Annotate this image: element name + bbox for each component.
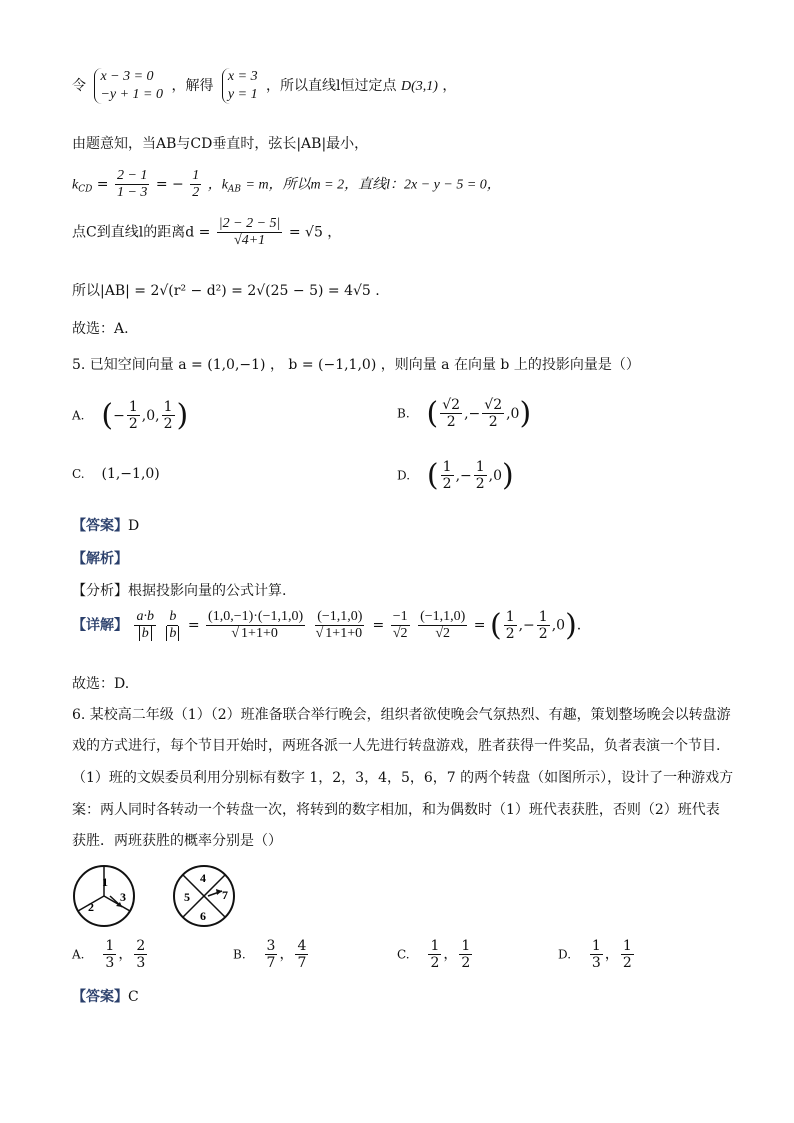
fraction: $\frac{(-1,1,0)}{√2}$ bbox=[420, 609, 466, 641]
q5-stem: 5. 已知空间向量 a = (1,0,−1) ， b = (−1,1,0) ，则向量 a 在向量 b 上的投影向量是（） bbox=[72, 357, 640, 373]
subscript: CD bbox=[78, 184, 93, 195]
q6-para-5: 获胜．两班获胜的概率分别是（） bbox=[72, 833, 282, 849]
equation: x − 3 = 0 bbox=[100, 69, 154, 84]
text: = √5 ， bbox=[288, 224, 342, 241]
text: ，所以直线l恒过定点 bbox=[266, 78, 397, 94]
solution-line-1 bbox=[72, 68, 456, 104]
equation-system-1 bbox=[94, 68, 163, 104]
fraction: $\frac{(-1,1,0)}{√ 1+1+0}$ bbox=[315, 609, 363, 641]
spinner-1-number: 2 bbox=[88, 900, 94, 914]
vector: − $\frac{1}{2}$ ,0, $\frac{1}{2}$ bbox=[113, 399, 173, 432]
denominator: 2 bbox=[192, 185, 200, 200]
numerator: 1 bbox=[105, 938, 115, 954]
slope-symbol: ，k bbox=[207, 177, 228, 193]
text: ， bbox=[442, 78, 457, 94]
numerator: 1 bbox=[622, 938, 632, 954]
spinner-2-number: 6 bbox=[200, 909, 206, 923]
denominator: 7 bbox=[297, 955, 307, 971]
equation: x = 3 bbox=[227, 69, 258, 84]
answer-tag: 【答案】 bbox=[72, 518, 128, 534]
fraction bbox=[115, 168, 149, 201]
denominator: 2 bbox=[430, 955, 440, 971]
option-letter: C. bbox=[72, 467, 85, 481]
fraction: $\frac{-1}{√2}$ bbox=[392, 609, 408, 641]
denominator: √4+1 bbox=[234, 233, 266, 248]
option-letter: A. bbox=[72, 408, 85, 423]
slope-symbol: k bbox=[72, 177, 79, 193]
option-letter: B. bbox=[233, 947, 246, 962]
fraction: $\frac{a\cdot b}{b}$ bbox=[136, 609, 154, 641]
analysis-tag: 【解析】 bbox=[72, 551, 128, 567]
fixed-point: D(3,1) bbox=[400, 79, 438, 94]
q5-analysis-tag bbox=[72, 548, 128, 568]
solution-line-3: $k_{CD}$ = $\frac{2 - 1}{1 - 3}$ = − $\frac{1}{2}$ ，$k_{AB} = m$，所以m = 2，直线l：2x − y − 5 = 0， bbox=[72, 168, 501, 200]
spinner-1 bbox=[74, 866, 134, 926]
q5-option-d: D. ( $\frac{1}{2}$ ,− $\frac{1}{2}$ ,0) bbox=[397, 458, 514, 493]
solution-line-6: 故选：A. bbox=[72, 321, 129, 337]
fraction: $\frac{(1,0,-1)\cdot(-1,1,0)}{√ 1+1+0}$ bbox=[208, 609, 304, 641]
q6-option-c: C. $\frac{1}{2}$ ， $\frac{1}{2}$ bbox=[397, 938, 471, 971]
q6-para-1: 6. 某校高二年级（1）（2）班准备联合举行晚会，组织者欲使晚会气氛热烈、有趣，策划整场晚会以转盘游 bbox=[72, 707, 731, 723]
q5-option-c bbox=[72, 466, 160, 482]
text: 令 bbox=[72, 78, 86, 94]
spinner-2-number: 5 bbox=[184, 890, 190, 904]
answer-value: C bbox=[128, 989, 139, 1005]
numerator: 2 bbox=[136, 938, 146, 954]
spinner-1-number: 1 bbox=[102, 875, 108, 889]
spinner-2-number: 4 bbox=[200, 871, 206, 885]
spinner-2-number: 7 bbox=[222, 888, 228, 902]
vector: $\frac{√2}{2}$ ,− $\frac{√2}{2}$ ,0 bbox=[442, 397, 520, 430]
q6-option-d: D. $\frac{1}{3}$ ， $\frac{1}{2}$ bbox=[558, 938, 632, 971]
denominator: 7 bbox=[266, 955, 276, 971]
text: = − bbox=[155, 176, 184, 193]
numerator: 1 bbox=[430, 938, 440, 954]
q5-answer bbox=[72, 515, 139, 535]
denominator: 3 bbox=[105, 955, 115, 971]
text: 点C到直线l的距离d = bbox=[72, 224, 211, 241]
numerator: 4 bbox=[297, 938, 307, 954]
text: ，解得 bbox=[171, 78, 214, 94]
answer-tag: 【答案】 bbox=[72, 989, 128, 1005]
numerator: 3 bbox=[266, 938, 276, 954]
solution-line-2: 由题意知，当AB与CD垂直时，弦长|AB|最小， bbox=[72, 136, 369, 152]
q6-para-4: 案：两人同时各转动一个转盘一次，将转到的数字相加，和为偶数时（1）班代表获胜，否则（2）班代表 bbox=[72, 802, 720, 818]
denominator: 2 bbox=[461, 955, 471, 971]
solution-line-5: 所以|AB| = 2√(r² − d²) = 2√(25 − 5) = 4√5 . bbox=[72, 283, 380, 299]
fraction: $\frac{b}{b}$ bbox=[164, 609, 181, 642]
spinner-1-number: 3 bbox=[120, 890, 126, 904]
option-letter: D. bbox=[397, 468, 411, 483]
denominator: 3 bbox=[591, 955, 601, 971]
equation: y = 1 bbox=[227, 87, 258, 102]
q6-option-a: A. $\frac{1}{3}$ ， $\frac{2}{3}$ bbox=[72, 938, 146, 971]
equation: −y + 1 = 0 bbox=[100, 87, 164, 102]
solution-line-4 bbox=[72, 216, 341, 249]
subscript: AB bbox=[227, 184, 242, 195]
numerator: 2 − 1 bbox=[116, 168, 148, 183]
denominator: 1 − 3 bbox=[116, 185, 148, 200]
vector: $\frac{1}{2}$ ,− $\frac{1}{2}$ ,0 bbox=[442, 459, 503, 492]
option-letter: D. bbox=[558, 947, 572, 962]
option-letter: A. bbox=[72, 947, 85, 962]
q5-option-a: A. (− $\frac{1}{2}$ ,0, $\frac{1}{2}$ ) bbox=[72, 398, 189, 433]
text: = m，所以m = 2，直线l：2x − y − 5 = 0， bbox=[245, 177, 501, 193]
answer-value: D bbox=[128, 518, 140, 534]
q5-fenxi: 【分析】根据投影向量的公式计算. bbox=[72, 583, 287, 599]
fraction bbox=[217, 216, 283, 249]
numerator: 1 bbox=[192, 168, 200, 183]
q5-option-b: B. ( $\frac{√2}{2}$ ,− $\frac{√2}{2}$ ,0) bbox=[397, 396, 532, 431]
q6-option-b: B. $\frac{3}{7}$ ， $\frac{4}{7}$ bbox=[233, 938, 307, 971]
denominator: 3 bbox=[136, 955, 146, 971]
spinners-figure bbox=[72, 862, 252, 932]
vector: (1,−1,0) bbox=[101, 466, 160, 482]
q6-para-2: 戏的方式进行，每个节目开始时，两班各派一人先进行转盘游戏，胜者获得一件奖品，负者表演一个节目. bbox=[72, 738, 721, 754]
q5-detail: 【详解】 $\frac{a\cdot b}{b}$ $\frac{b}{b}$ = $\frac{(1,0,-1)\cdot(-1,1,0)}{√ 1+1+0}$ $\frac{(-1,1,0)}{√ 1+1+0}$ = $\frac{-1}{√2}$ $\frac{(-1,1,0)}{√2}$ = ( $\frac{1}{2}$ ,− $\frac{1}{2}$ ,0). bbox=[72, 608, 582, 643]
equation-system-2 bbox=[222, 68, 258, 104]
fraction bbox=[190, 168, 201, 201]
q6-answer bbox=[72, 986, 139, 1006]
numerator: |2 − 2 − 5| bbox=[218, 216, 281, 231]
q6-para-3: （1）班的文娱委员利用分别标有数字 1，2，3，4，5，6，7 的两个转盘（如图所示），设计了一种游戏方 bbox=[72, 770, 734, 786]
spinner-2 bbox=[174, 866, 234, 926]
denominator: 2 bbox=[622, 955, 632, 971]
option-letter: C. bbox=[397, 947, 410, 962]
q5-choice: 故选：D. bbox=[72, 676, 130, 692]
numerator: 1 bbox=[461, 938, 471, 954]
numerator: 1 bbox=[591, 938, 601, 954]
detail-tag: 【详解】 bbox=[72, 617, 128, 634]
option-letter: B. bbox=[397, 406, 410, 421]
